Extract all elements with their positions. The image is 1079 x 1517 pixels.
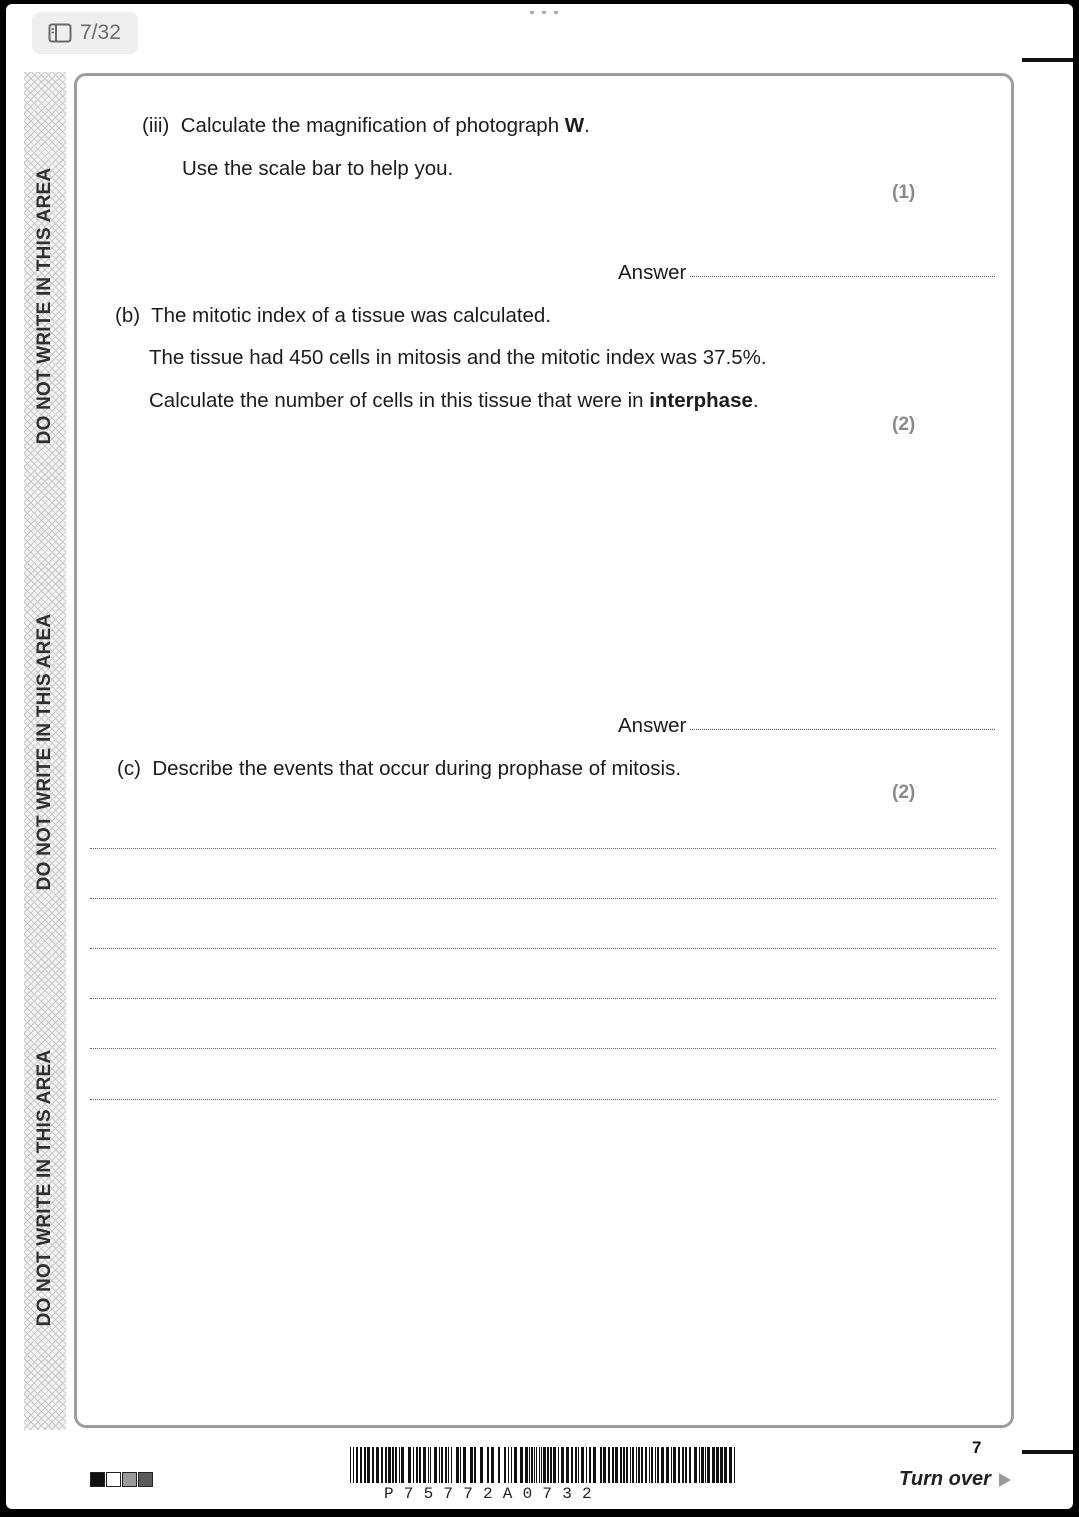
question-text: Describe the events that occur during prophase of mitosis. — [152, 757, 682, 780]
barcode — [350, 1447, 738, 1483]
question-text: The tissue had 450 cells in mitosis and the mitotic index was 37.5%. — [149, 346, 767, 369]
question-text: . — [584, 114, 590, 137]
question-text-part: . — [752, 389, 759, 412]
writing-line[interactable] — [90, 848, 996, 849]
question-b — [115, 304, 551, 328]
writing-line[interactable] — [90, 1048, 996, 1049]
writing-line[interactable] — [90, 948, 996, 949]
barcode-text: P75772A0732 — [384, 1485, 602, 1503]
question-text-part: Calculate the number of cells in this tissue that were in — [149, 389, 650, 412]
marks-label: (2) — [892, 782, 916, 803]
answer-line-b[interactable] — [690, 729, 995, 730]
turn-over-label: Turn over — [899, 1468, 991, 1490]
question-number: (b) — [115, 304, 141, 327]
trim-mark — [1022, 1450, 1073, 1454]
marks-label: (2) — [892, 414, 916, 435]
question-text-bold: interphase — [649, 389, 753, 412]
question-number: (c) — [117, 757, 141, 780]
question-text-bold: W — [564, 114, 585, 137]
question-instruction: Use the scale bar to help you. — [182, 157, 454, 180]
page-indicator[interactable] — [32, 12, 138, 54]
play-arrow-icon — [998, 1472, 1012, 1488]
trim-mark — [1022, 58, 1073, 62]
marks-label: (1) — [892, 182, 916, 203]
sidebar-icon — [48, 23, 72, 43]
document-page — [6, 4, 1073, 1509]
answer-label: Answer — [618, 261, 687, 284]
question-a-iii — [142, 114, 590, 138]
do-not-write-label: DO NOT WRITE IN THIS AREA — [34, 167, 55, 445]
answer-label: Answer — [618, 714, 687, 737]
do-not-write-label: DO NOT WRITE IN THIS AREA — [34, 1049, 55, 1327]
do-not-write-label: DO NOT WRITE IN THIS AREA — [34, 613, 55, 891]
writing-line[interactable] — [90, 998, 996, 999]
page-number: 7 — [972, 1438, 982, 1457]
question-text: The mitotic index of a tissue was calculated. — [151, 304, 552, 327]
question-text — [149, 389, 759, 413]
question-c — [117, 757, 681, 781]
page-indicator-text: 7/32 — [80, 21, 121, 44]
writing-line[interactable] — [90, 898, 996, 899]
writing-line[interactable] — [90, 1099, 996, 1100]
question-number: (iii) — [142, 114, 170, 137]
print-color-squares — [90, 1472, 154, 1487]
question-text: Calculate the magnification of photograph — [180, 114, 565, 137]
viewer-grabber — [524, 4, 564, 10]
answer-line-a-iii[interactable] — [690, 276, 995, 277]
